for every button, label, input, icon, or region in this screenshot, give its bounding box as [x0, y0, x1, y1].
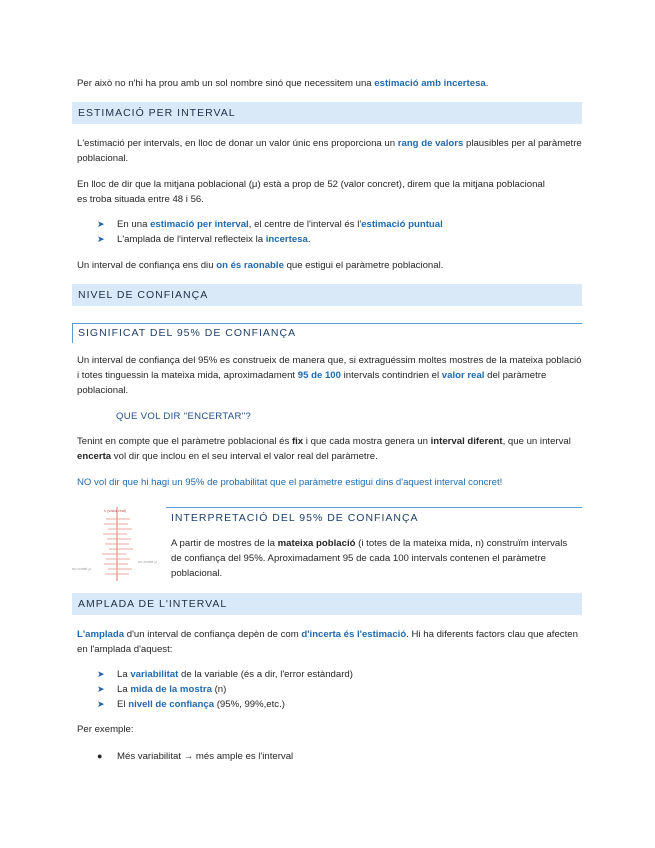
- f3-end: (95%, 99%,etc.): [214, 699, 285, 710]
- b2-end: .: [307, 234, 311, 245]
- sec3-paragraph-2: [77, 434, 582, 464]
- sec1-p1-text: L'estimació per intervals, en lloc de donar un valor únic ens proporciona un: [77, 138, 398, 149]
- sec3-p2-bold-3: encerta: [77, 451, 112, 462]
- arrow-bullet-icon: ➤: [97, 234, 105, 244]
- svg-text:x (valor real): x (valor real): [104, 508, 127, 513]
- arrow-bullet-icon: ➤: [97, 669, 105, 679]
- f3-text: El: [117, 699, 129, 710]
- arrow-bullet-icon: ➤: [97, 219, 105, 229]
- sec5-p1-end: . Hi ha diferents factors clau que afecten en l'amplada d'aquest:: [77, 629, 578, 655]
- sec3-p1-highlight-2: valor real: [441, 370, 485, 381]
- sec4-paragraph: [171, 536, 576, 581]
- arrow-bullet-icon: ➤: [97, 699, 105, 709]
- intro-end: .: [485, 78, 489, 89]
- subheading-interpretation-95: INTERPRETACIÓ DEL 95% DE CONFIANÇA: [166, 507, 582, 527]
- sec1-p1-end: plausibles per al paràmetre poblacional.: [77, 138, 582, 164]
- sec1-paragraph-2: En lloc de dir que la mitjana poblacional (μ) està a prop de 52 (valor concret), direm que la mitjana poblacional es troba situada entre 48 i 56.: [77, 179, 545, 205]
- sec4-text: A partir de mostres de la: [171, 538, 278, 549]
- list-item: [97, 217, 577, 232]
- section-heading-interval-width: AMPLADA DE L'INTERVAL: [72, 593, 582, 615]
- b2-text: L'amplada de l'interval reflecteix la: [117, 234, 266, 245]
- sec5-p1-highlight-1: L'amplada: [77, 629, 125, 640]
- svg-text:no conté μ: no conté μ: [72, 566, 91, 571]
- sec4-end: (i totes de la mateixa mida, n) construïm intervals de confiança del 95%. Aproximadament 95 de cada 100 intervals contenen el paràmetre poblacional.: [171, 538, 568, 579]
- sec3-p2-bold-1: fix: [291, 436, 304, 447]
- sec1-bullet-list: [97, 217, 577, 247]
- intro-paragraph: [77, 76, 582, 91]
- sec3-p1-end: del paràmetre poblacional.: [77, 370, 547, 396]
- sec1-p1-highlight: rang de valors: [397, 138, 464, 149]
- sec1-p3-highlight: on és raonable: [216, 260, 284, 271]
- sec1-p3-end: que estigui el paràmetre poblacional.: [283, 260, 444, 271]
- example-label: Per exemple:: [77, 724, 134, 735]
- f3-highlight: nivell de confiança: [128, 699, 215, 710]
- sec5-paragraph-1: [77, 627, 582, 657]
- list-item: [97, 667, 577, 682]
- f1-end: de la variable (és a dir, l'error estàndard): [178, 669, 353, 680]
- sec3-p2-text: Tenint en compte que el paràmetre poblacional és: [77, 436, 292, 447]
- b1-mid: , el centre de l'interval és l': [248, 219, 362, 230]
- b1-text: En una: [117, 219, 151, 230]
- sec3-p2-mid2: , que un interval: [502, 436, 571, 447]
- warning-note: NO vol dir que hi hagi un 95% de probabilitat que el paràmetre estigui dins d'aquest interval concret!: [77, 477, 503, 488]
- svg-text:no conté μ: no conté μ: [138, 559, 157, 564]
- list-item: [97, 682, 577, 697]
- sec3-p1-mid: intervals contindrien el: [340, 370, 442, 381]
- subheading-meaning-95: SIGNIFICAT DEL 95% DE CONFIANÇA: [72, 323, 582, 343]
- list-item: [97, 232, 577, 247]
- confidence-intervals-figure: [70, 503, 162, 583]
- sec3-p2-end: vol dir que inclou en el seu interval el valor real del paràmetre.: [111, 451, 378, 462]
- sec3-p2-mid: i que cada mostra genera un: [303, 436, 431, 447]
- f2-text: La: [117, 684, 131, 695]
- question-heading: QUE VOL DIR "ENCERTAR"?: [116, 411, 252, 422]
- sec5-factor-list: [97, 667, 577, 712]
- sec5-p1-highlight-2: d'incerta és l'estimació: [301, 629, 407, 640]
- sec3-paragraph-1: [77, 353, 582, 398]
- section-heading-confidence-level: NIVEL DE CONFIANÇA: [72, 284, 582, 306]
- example-item: Més variabilitat → més ample es l'interval: [117, 751, 294, 762]
- sec5-p1-mid: d'un interval de confiança depèn de com: [124, 629, 302, 640]
- b2-highlight: incertesa: [265, 234, 308, 245]
- sec1-paragraph-1: [77, 136, 582, 166]
- f1-highlight: variabilitat: [130, 669, 179, 680]
- intro-highlight: estimació amb incertesa: [374, 78, 486, 89]
- b1-highlight-1: estimació per interval: [150, 219, 249, 230]
- arrow-bullet-icon: ➤: [97, 684, 105, 694]
- sec1-p3-text: Un interval de confiança ens diu: [77, 260, 217, 271]
- sec3-p2-bold-2: interval diferent: [430, 436, 503, 447]
- example-list: [97, 749, 577, 764]
- list-item: [97, 697, 577, 712]
- sec4-bold: mateixa població: [277, 538, 356, 549]
- section-heading-interval-estimation: ESTIMACIÓ PER INTERVAL: [72, 102, 582, 124]
- bullet-dot-icon: ●: [97, 751, 103, 761]
- f2-end: (n): [211, 684, 227, 695]
- intro-text: Per això no n'hi ha prou amb un sol nombre sinó que necessitem una: [77, 78, 375, 89]
- f1-text: La: [117, 669, 131, 680]
- sec3-p1-text: Un interval de confiança del 95% es construeix de manera que, si extraguéssim moltes mostres de la mateixa població i totes tinguessin la mateixa mida, aproximadament: [77, 355, 582, 381]
- b1-highlight-2: estimació puntual: [361, 219, 443, 230]
- sec1-paragraph-3: [77, 258, 582, 273]
- f2-highlight: mida de la mostra: [130, 684, 212, 695]
- sec3-p1-highlight-1: 95 de 100: [297, 370, 341, 381]
